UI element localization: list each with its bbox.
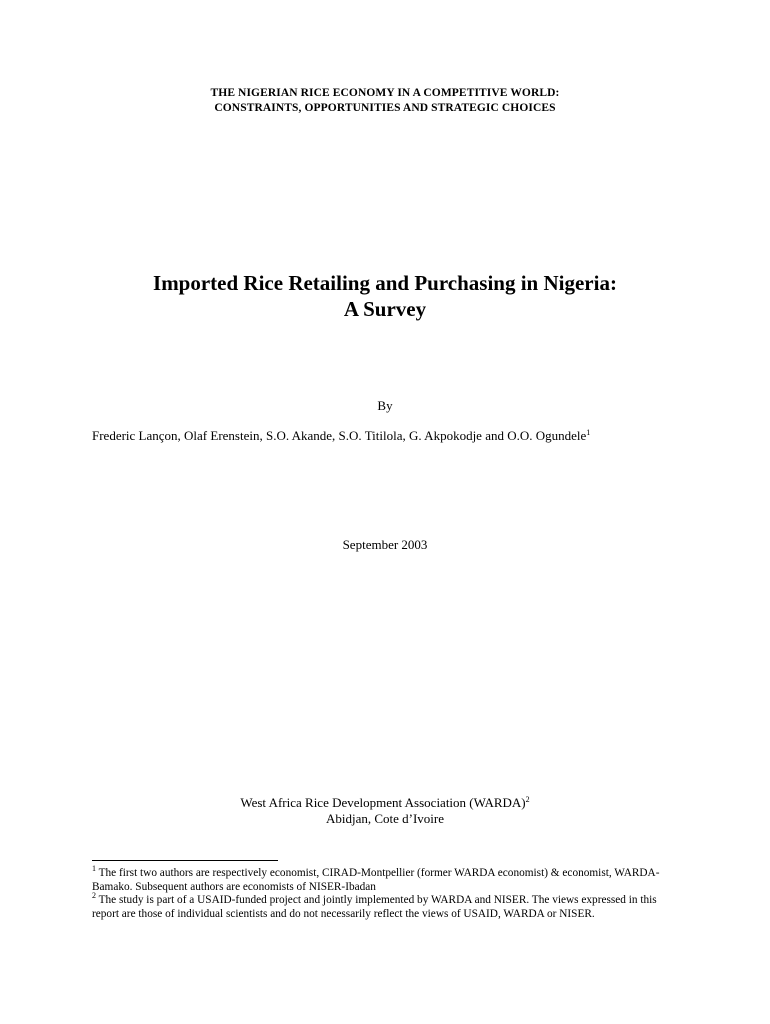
series-title [0, 86, 770, 116]
organization-footnote-ref: 2 [525, 795, 530, 804]
document-title-line-2: A Survey [343, 297, 427, 321]
authors-footnote-ref: 1 [586, 428, 591, 437]
publication-date: September 2003 [342, 537, 428, 552]
authors-text: Frederic Lançon, Olaf Erenstein, S.O. Akande, S.O. Titilola, G. Akpokodje and O.O. Ogundele [92, 428, 587, 443]
footnote-1-marker: 1 [92, 864, 96, 873]
footnote-2 [92, 891, 664, 921]
by-label: By [377, 398, 393, 413]
organization-name-line [0, 795, 770, 811]
document-title-line-1: Imported Rice Retailing and Purchasing in Nigeria: [153, 271, 617, 295]
footnote-2-text: The study is part of a USAID-funded project and jointly implemented by WARDA and NISER. The views expressed in this report are those of individual scientists and do not necessarily reflect the views of USAID, WARDA or NISER. [92, 894, 657, 920]
authors-line [92, 428, 590, 444]
footnote-2-marker: 2 [92, 891, 96, 901]
organization-block [0, 795, 770, 827]
series-title-line-2: CONSTRAINTS, OPPORTUNITIES AND STRATEGIC CHOICES [214, 102, 556, 114]
footnote-1 [92, 864, 664, 894]
series-title-line-1: THE NIGERIAN RICE ECONOMY IN A COMPETITIVE WORLD: [210, 87, 560, 99]
footnote-separator [92, 860, 278, 861]
document-title [0, 270, 770, 322]
footnotes [92, 864, 664, 921]
footnote-1-text: The first two authors are respectively economist, CIRAD-Montpellier (former WARDA economist) & economist, WARDA-Bamako. Subsequent authors are economists of NISER-Ibadan [92, 867, 660, 893]
organization-name: West Africa Rice Development Association (WARDA) [240, 795, 526, 810]
organization-location: Abidjan, Cote d’Ivoire [325, 811, 445, 826]
